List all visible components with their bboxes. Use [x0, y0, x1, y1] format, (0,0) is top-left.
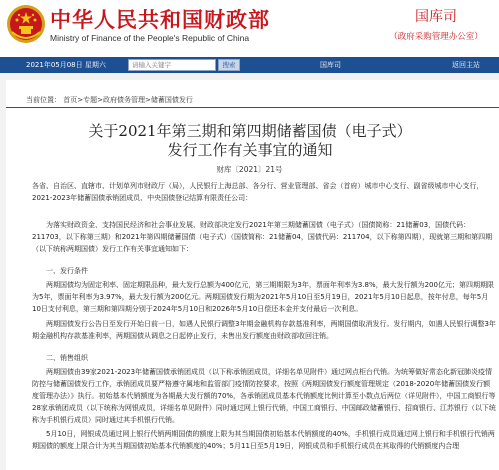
back-to-main-link[interactable]: 返回主站 [452, 61, 480, 69]
department-name: 国库司 [415, 9, 457, 25]
paragraph-rate-adjustment: 两期国债发行公告日至发行开始日前一日，如遇人民银行调整3年期金融机构存款基准利率，两期国债取消发行。发行期内，如遇人民银行调整3年期金融机构存款基准利率，两期国债从调息之日起停止发行，未售出发行额度由财政部收回注销。 [32, 320, 496, 340]
site-header [0, 0, 499, 56]
site-subtitle: Ministry of Finance of the People's Republic of China [50, 33, 250, 43]
breadcrumb[interactable]: 当前位置： 首页>专题>政府债务管理>储蓄国债发行 [26, 96, 193, 104]
section-heading-sales: 二、销售组织 [46, 354, 88, 362]
paragraph-sales-organization: 两期国债由39家2021-2023年储蓄国债承销团成员（以下称承销团成员，详细名单见附件）通过网点柜台代销。为统筹做好常态化新冠肺炎疫情防控与储蓄国债发行工作，承销团成员要严格遵守属地和监管部门疫情防控要求，按照《两期国债发行额度管理规定（2018-2020年储蓄国债发行额度管理办法）》执行。初始基本代销额度为各期最大发行额的70%，各承销团成员基本代销额度比例计算至小数点后两位（详见附件），中国工商银行等28家承销团成员（以下统称为网银成员，详细名单见附件）同时通过网上银行代销，中国工商银行、中国邮政储蓄银行、招商银行、江苏银行（以下统称为手机银行成员）同时通过其手机银行代销。 [32, 368, 496, 424]
national-emblem-icon [6, 4, 46, 44]
nav-home-link[interactable]: 国库司 [320, 61, 341, 69]
paragraph-online-quota: 5月10日，网银成员通过网上银行代销两期国债的额度上限为其当期国债初始基本代销额度的40%，手机银行成员通过网上银行和手机银行代销两期国债的额度上限合计为其当期国债初始基本代销额度的40%；5月11日至5月19日，网银成员和手机银行成员在其取得的代销额度内合理 [32, 430, 495, 450]
section-heading-issue-terms: 一、发行条件 [46, 267, 88, 275]
paragraph-intro: 为落实财政资金、支持国民经济和社会事业发展、财政部决定发行2021年第三期储蓄国债（电子式）（国债简称：21储蓄03，国债代码：211703，以下称第三期）和2021年第四期储蓄国债（电子式）（国债简称：21储蓄04，国债代码：211704，以下称第四期），现就第三期和第四期（以下统称两期国债）发行工作有关事宜通知如下： [32, 221, 493, 253]
paragraph-addressees: 各省、自治区、直辖市、计划单列市财政厅（局），人民银行上海总部、各分行、营业管理部、省会（首府）城市中心支行、副省级城市中心支行，2021-2023年储蓄国债承销团成员、中央国债登记结算有限责任公司： [32, 182, 484, 202]
department-subtitle: （政府采购管理办公室） [389, 32, 483, 42]
search-button[interactable]: 搜索 [218, 59, 240, 71]
top-navbar [0, 57, 499, 73]
site-title: 中华人民共和国财政部 [50, 7, 270, 32]
document-number: 财库〔2021〕21号 [216, 165, 283, 174]
search-input[interactable] [128, 59, 216, 71]
article-title-line-1: 关于2021年第三期和第四期储蓄国债（电子式） [88, 122, 412, 140]
article-title-line-2: 发行工作有关事宜的通知 [167, 141, 333, 159]
current-date: 2021年05月08日 星期六 [26, 61, 106, 69]
divider [6, 107, 499, 108]
paragraph-issue-terms: 两期国债均为固定利率、固定期限品种，最大发行总额为400亿元，第三期期限为3年，票面年利率为3.8%，最大发行额为200亿元；第四期期限为5年，票面年利率为3.97%，最大发行额为200亿元。两期国债发行期为2021年5月10日至5月19日，2021年5月10日起息，按年付息，每年5月10日支付利息，第三期和第四期分别于2024年5月10日和2026年5月10日偿还本金并支付最后一次利息。 [32, 281, 494, 313]
